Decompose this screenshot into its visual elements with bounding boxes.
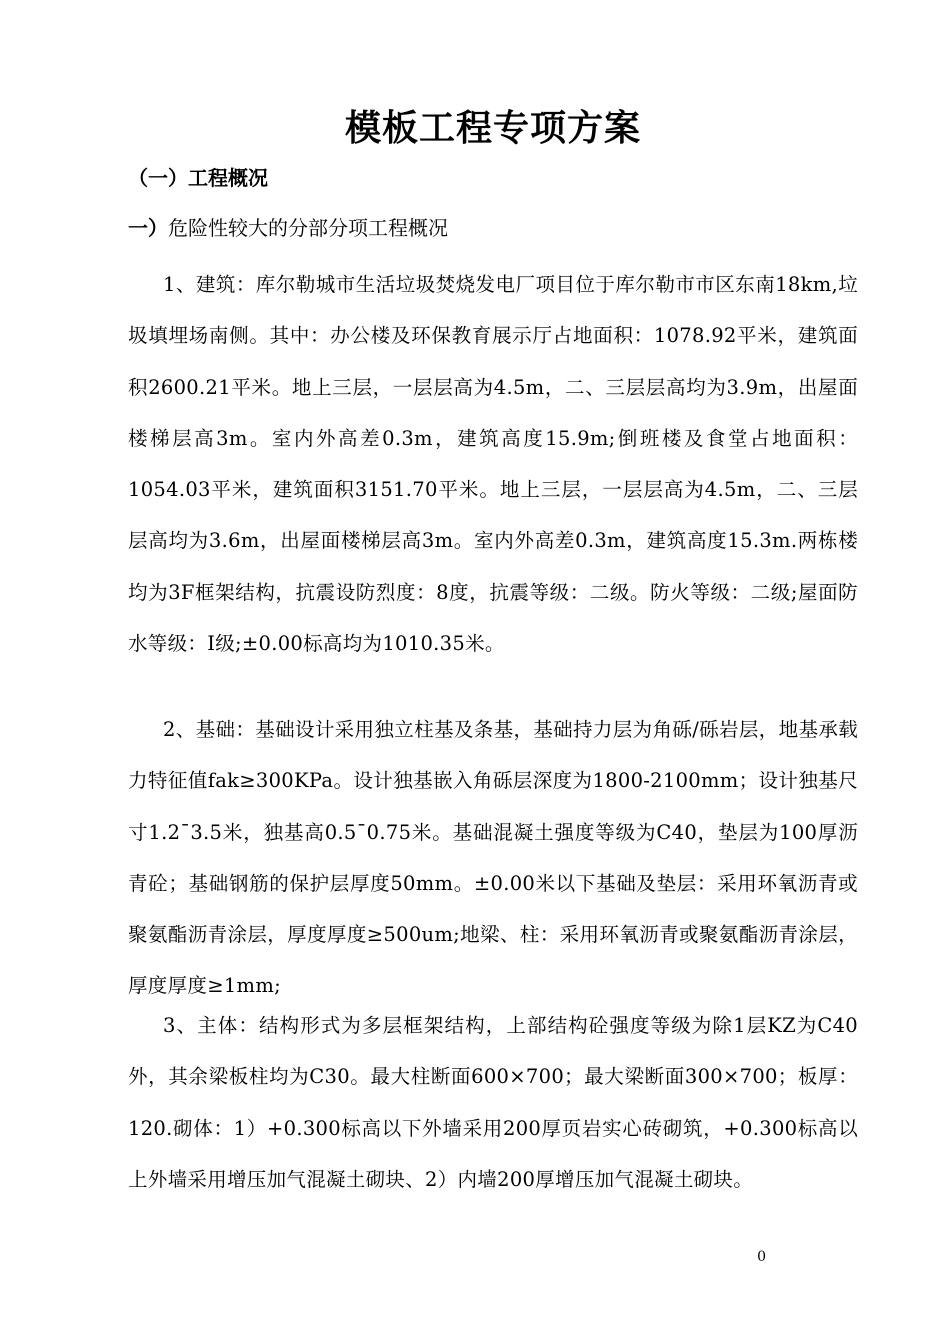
paragraph-text: 1、建筑：库尔勒城市生活垃圾焚烧发电厂项目位于库尔勒市市区东南18km,垃圾填埋场南侧。其中：办公楼及环保教育展示厅占地面积：1078.92平米，建筑面积2600.21平米。地上三层，一层层高为4.5m，二、三层层高均为3.9m，出屋面楼梯层高3m。室内外高差0.3m，建筑高度15.9m;倒班楼及食堂占地面积：1054.03平米，建筑面积3151.70平米。地上三层，一层层高为4.5m，二、三层层高均为3.6m，出屋面楼梯层高3m。室内外高差0.3m，建筑高度15.3m.两栋楼均为3F框架结构，抗震设防烈度：8度，抗震等级：二级。防火等级：二级;屋面防水等级：Ⅰ级;±0.00标高均为1010.35米。 [128,273,858,656]
document-title: 模板工程专项方案 [344,107,641,149]
section-heading: （一）工程概况 [128,166,268,190]
sub-heading [128,213,448,243]
sub-heading-number: 一） [128,216,168,240]
paragraph-architecture [128,259,858,669]
sub-heading-text: 危险性较大的分部分项工程概况 [168,216,448,240]
paragraph-main-structure [128,1000,858,1205]
paragraph-text: 2、基础：基础设计采用独立柱基及条基，基础持力层为角砾/砾岩层，地基承载力特征值fak≥300KPa。设计独基嵌入角砾层深度为1800-2100mm；设计独基尺寸1.2¯3.5米，独基高0.5¯0.75米。基础混凝土强度等级为C40，垫层为100厚沥青砼；基础钢筋的保护层厚度50mm。±0.00米以下基础及垫层：采用环氧沥青或聚氨酯沥青涂层，厚度厚度≥500um;地梁、柱：采用环氧沥青或聚氨酯沥青涂层，厚度厚度≥1mm; [128,718,858,998]
paragraph-foundation [128,704,858,1012]
paragraph-text: 3、主体：结构形式为多层框架结构，上部结构砼强度等级为除1层KZ为C40外，其余梁板柱均为C30。最大柱断面600×700；最大梁断面300×700；板厚：120.砌体：1）+0.300标高以下外墙采用200厚页岩实心砖砌筑，+0.300标高以上外墙采用增压加气混凝土砌块、2）内墙200厚增压加气混凝土砌块。 [128,1014,858,1191]
page-number: 0 [757,1249,766,1265]
